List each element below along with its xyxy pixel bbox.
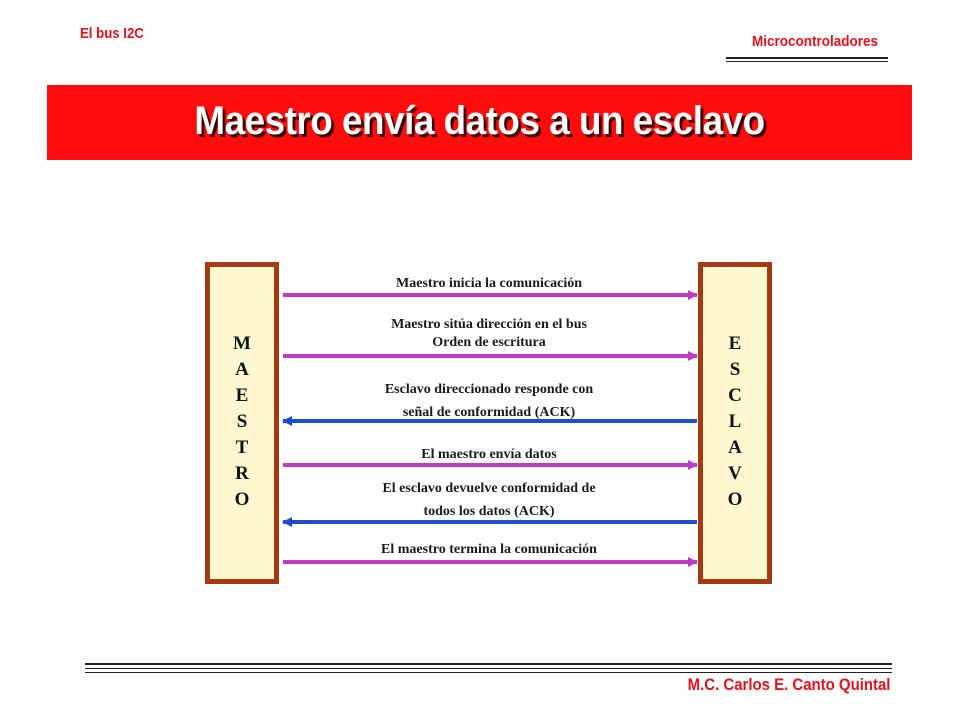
master-label-letter: R bbox=[235, 463, 249, 484]
master-box bbox=[205, 262, 279, 584]
slave-label-letter: A bbox=[728, 437, 742, 458]
message-label bbox=[309, 480, 669, 521]
message-label bbox=[309, 541, 669, 559]
message-line: El esclavo devuelve conformidad de bbox=[382, 481, 596, 496]
slave-label-letter: O bbox=[727, 489, 743, 510]
slave-label-letter: L bbox=[728, 411, 742, 432]
slave-label bbox=[703, 331, 767, 513]
message-line: Maestro inicia la comunicación bbox=[396, 276, 582, 291]
master-label-letter: M bbox=[233, 333, 251, 354]
master-label bbox=[210, 331, 274, 513]
slide-title: Maestro envía datos a un esclavo bbox=[194, 99, 765, 143]
header-topic: El bus I2C bbox=[80, 25, 144, 42]
slave-box bbox=[698, 262, 772, 584]
slave-label-letter: S bbox=[729, 359, 741, 380]
footer-author: M.C. Carlos E. Canto Quintal bbox=[687, 675, 890, 694]
master-label-letter: S bbox=[236, 411, 248, 432]
message-line: Maestro sitúa dirección en el bus bbox=[391, 317, 587, 332]
message-line: Esclavo direccionado responde con bbox=[384, 382, 594, 397]
slave-label-letter: C bbox=[728, 385, 742, 406]
message-line: Orden de escritura bbox=[432, 335, 546, 350]
message-line: El maestro envía datos bbox=[421, 447, 557, 462]
slave-label-letter: V bbox=[728, 463, 742, 484]
message-line: señal de conformidad (ACK) bbox=[402, 405, 576, 420]
message-label bbox=[309, 275, 669, 293]
master-label-letter: E bbox=[235, 385, 249, 406]
master-label-letter: A bbox=[235, 359, 249, 380]
footer-divider bbox=[85, 663, 892, 673]
message-label bbox=[309, 446, 669, 464]
slave-label-letter: E bbox=[728, 333, 742, 354]
message-line: El maestro termina la comunicación bbox=[381, 542, 597, 557]
message-line: todos los datos (ACK) bbox=[423, 504, 555, 519]
master-label-letter: T bbox=[235, 437, 249, 458]
message-label bbox=[309, 316, 669, 352]
header-course: Microcontroladores bbox=[751, 33, 878, 50]
message-label bbox=[309, 381, 669, 422]
master-label-letter: O bbox=[234, 489, 250, 510]
